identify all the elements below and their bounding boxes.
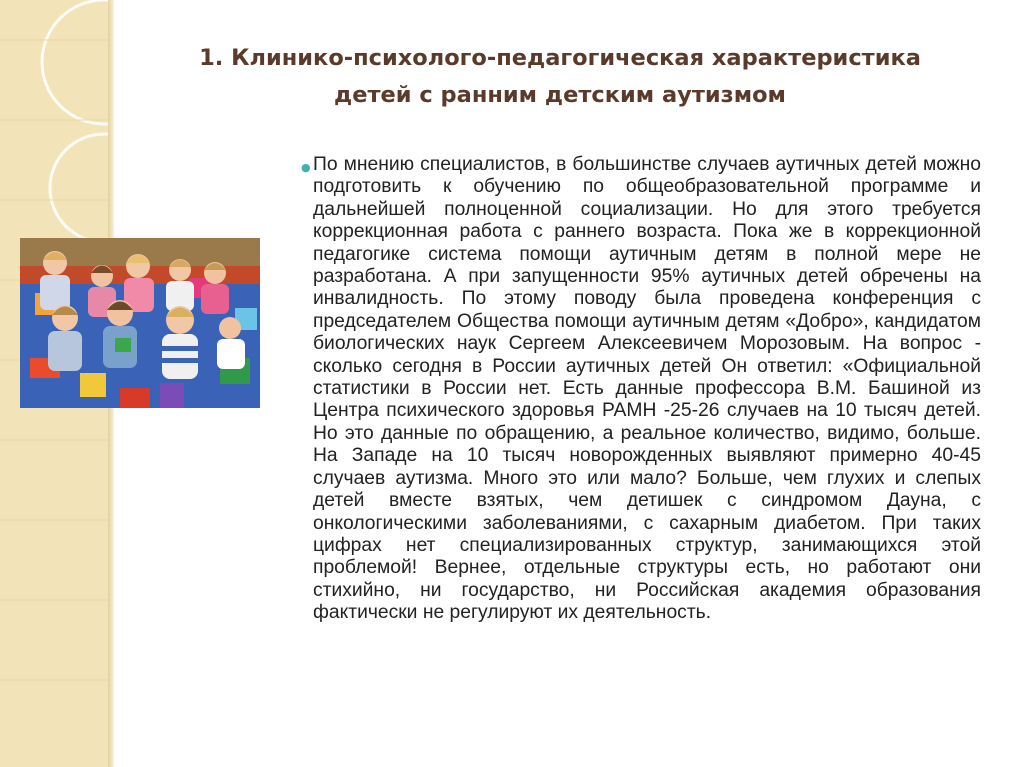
children-group-photo — [20, 238, 260, 408]
body-paragraph: По мнению специалистов, в большинстве случаев аутичных детей можно подготовить к обучению по общеобразовательной программе и дальнейшей полноценной социализации. Но для этого требуется коррекционная работа с раннего возраста. Пока же в коррекционной педагогике система помощи аутичным детям в полной мере не разработана. А при запущенности 95% аутичных детей обречены на инвалидность. По этому поводу была проведена конференция с председателем Общества помощи аутичным детям «Добро», кандидатом биологических наук Сергеем Алексеевичем Морозовым. На вопрос - сколько сегодня в России аутичных детей Он ответил: «Официальной статистики в России нет. Есть данные профессора В.М. Башиной из Центра психического здоровья РАМН -25-26 случаев на 10 тысяч детей. Но это данные по обращению, а реальное количество, видимо, больше. На Западе на 10 тысяч новорожденных выявляют примерно 40-45 случаев аутизма. Много это или мало? Больше, чем глухих и слепых детей вместе взятых, чем детишек с синдромом Дауна, с онкологическими заболеваниями, с сахарным диабетом. При таких цифрах нет специализированных структур, занимающихся этой проблемой! Вернее, отдельные структуры есть, но работают они стихийно, ни государство, ни Российская академия образования фактически не регулируют их деятельность. — [313, 154, 981, 624]
teal-dot-icon: ● — [301, 161, 311, 174]
slide-title: 1. Клинико-психолого-педагогическая характеристика детей с ранним детским аутизмом — [199, 45, 921, 108]
